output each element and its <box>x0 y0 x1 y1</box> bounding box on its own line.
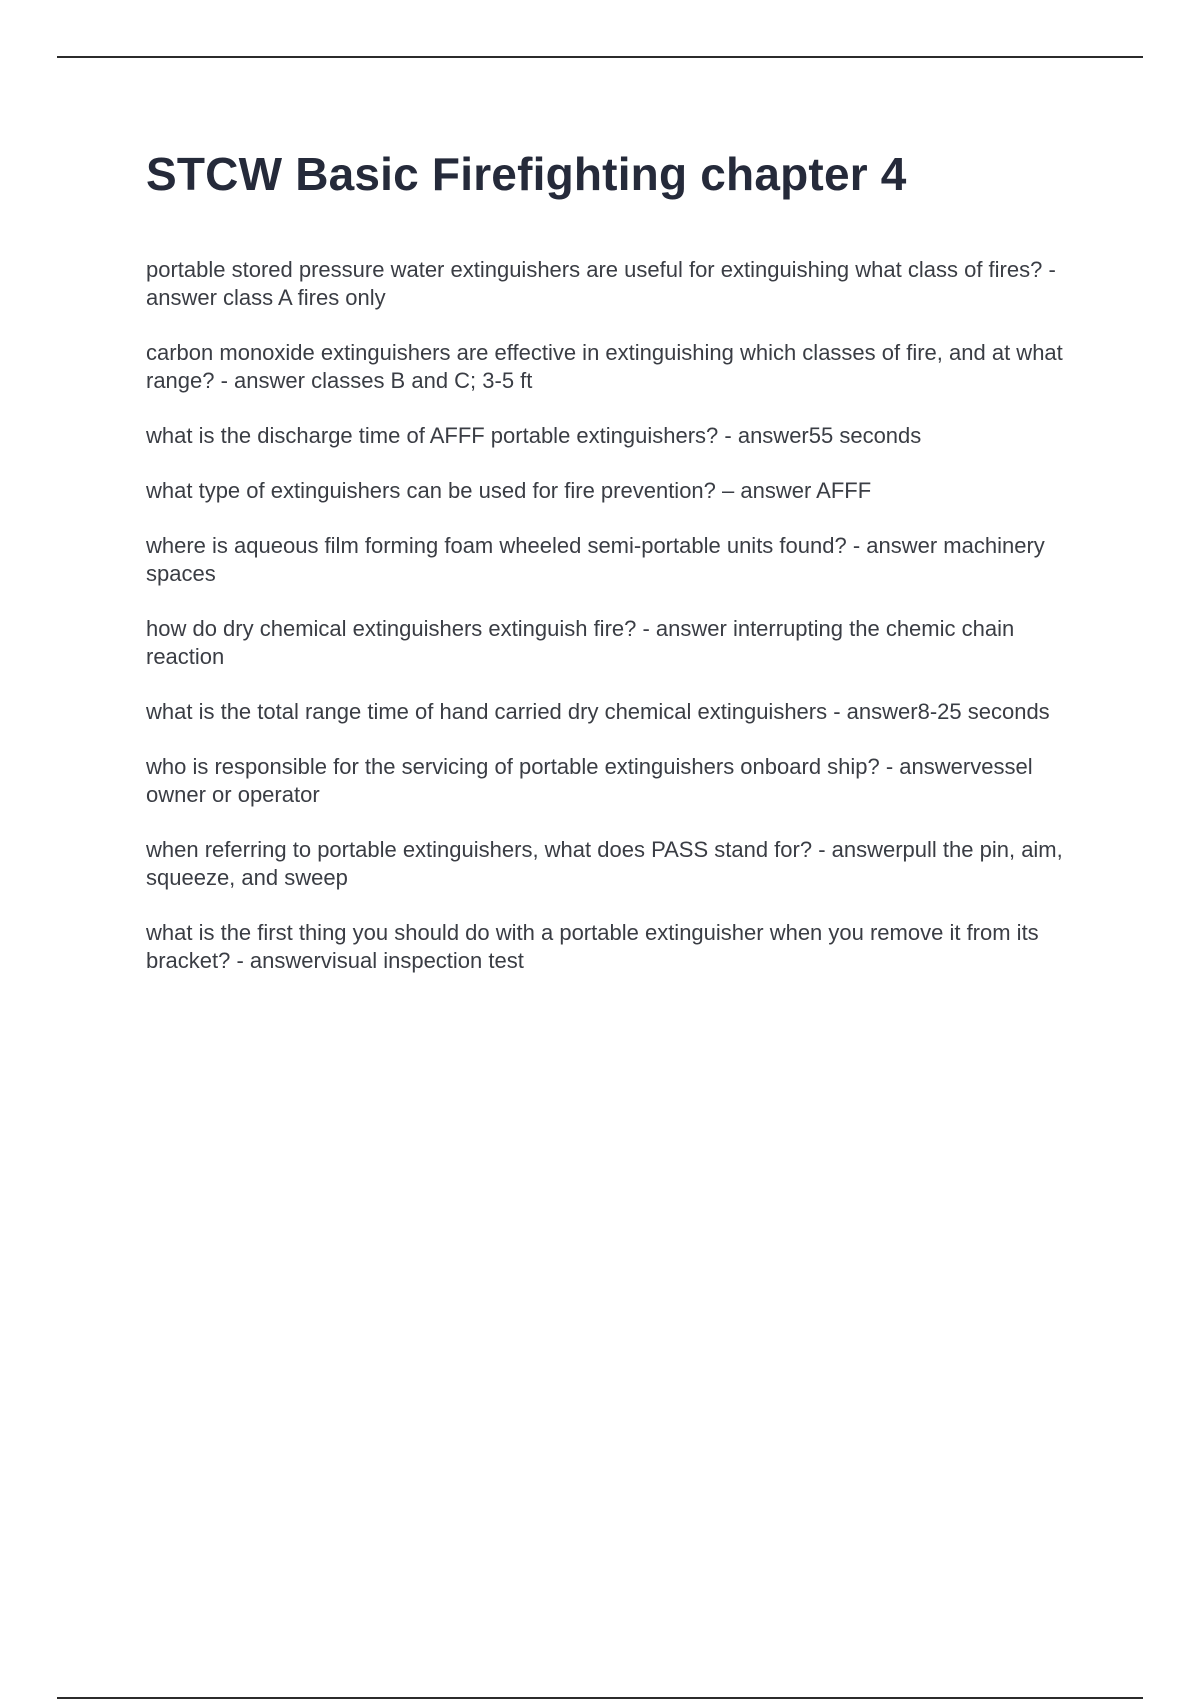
qa-item: where is aqueous film forming foam wheeled semi-portable units found? - answer machinery spaces <box>146 533 1045 586</box>
qa-item: what is the discharge time of AFFF portable extinguishers? - answer55 seconds <box>146 423 922 448</box>
page-title: STCW Basic Firefighting chapter 4 <box>146 148 907 200</box>
bottom-rule <box>57 1697 1143 1699</box>
qa-item: portable stored pressure water extinguishers are useful for extinguishing what class of fires? - answer class A fires only <box>146 257 1056 310</box>
qa-item: what is the first thing you should do with a portable extinguisher when you remove it from its bracket? - answervisual inspection test <box>146 920 1039 973</box>
qa-item: what is the total range time of hand carried dry chemical extinguishers - answer8-25 seconds <box>146 699 1050 724</box>
qa-item: who is responsible for the servicing of portable extinguishers onboard ship? - answervessel owner or operator <box>146 754 1033 807</box>
qa-item: carbon monoxide extinguishers are effective in extinguishing which classes of fire, and at what range? - answer classes B and C; 3-5 ft <box>146 340 1063 393</box>
top-rule <box>57 56 1143 58</box>
qa-list <box>146 256 1076 975</box>
document-body <box>146 148 1076 1002</box>
qa-item: what type of extinguishers can be used for fire prevention? – answer AFFF <box>146 478 872 503</box>
qa-item: how do dry chemical extinguishers extinguish fire? - answer interrupting the chemic chain reaction <box>146 616 1015 669</box>
qa-item: when referring to portable extinguishers, what does PASS stand for? - answerpull the pin, aim, squeeze, and sweep <box>146 837 1063 890</box>
